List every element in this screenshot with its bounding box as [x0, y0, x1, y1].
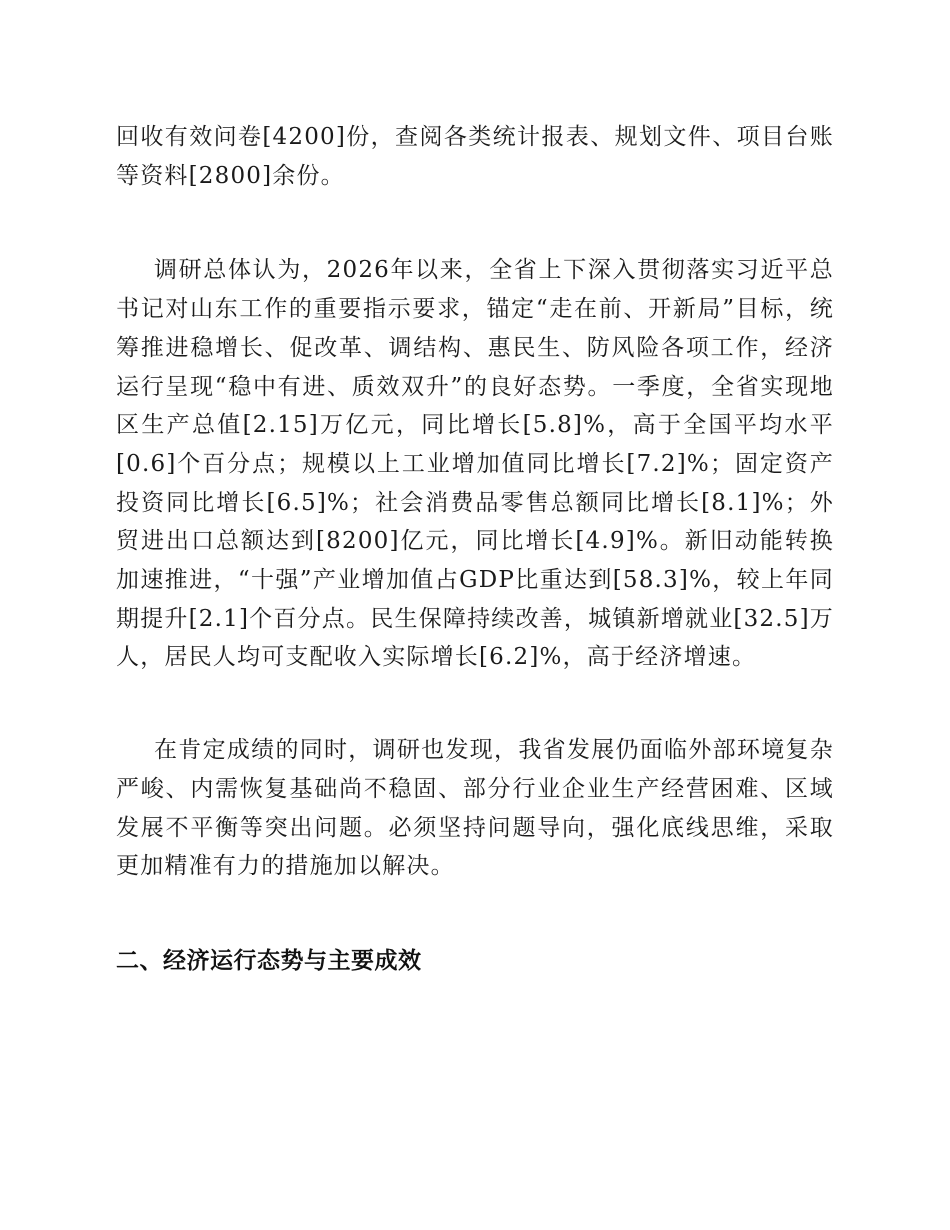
paragraph-problems: 在肯定成绩的同时，调研也发现，我省发展仍面临外部环境复杂严峻、内需恢复基础尚不稳固、部分行业企业生产经营困难、区域发展不平衡等突出问题。必须坚持问题导向，强化底线思维，采取更加精准有力的措施加以解决。: [116, 737, 834, 880]
document-body: [116, 118, 834, 980]
section-heading: 二、经济运行态势与主要成效: [116, 947, 422, 974]
paragraph-survey-materials: 回收有效问卷[4200]份，查阅各类统计报表、规划文件、项目台账等资料[2800]余份。: [116, 124, 834, 189]
paragraph-economic-overview: 调研总体认为，2026年以来，全省上下深入贯彻落实习近平总书记对山东工作的重要指示要求，锚定“走在前、开新局”目标，统筹推进稳增长、促改革、调结构、惠民生、防风险各项工作，经济运行呈现“稳中有进、质效双升”的良好态势。一季度，全省实现地区生产总值[2.15]万亿元，同比增长[5.8]%，高于全国平均水平[0.6]个百分点；规模以上工业增加值同比增长[7.2]%；固定资产投资同比增长[6.5]%；社会消费品零售总额同比增长[8.1]%；外贸进出口总额达到[8200]亿元，同比增长[4.9]%。新旧动能转换加速推进，“十强”产业增加值占GDP比重达到[58.3]%，较上年同期提升[2.1]个百分点。民生保障持续改善，城镇新增就业[32.5]万人，居民人均可支配收入实际增长[6.2]%，高于经济增速。: [116, 257, 834, 671]
